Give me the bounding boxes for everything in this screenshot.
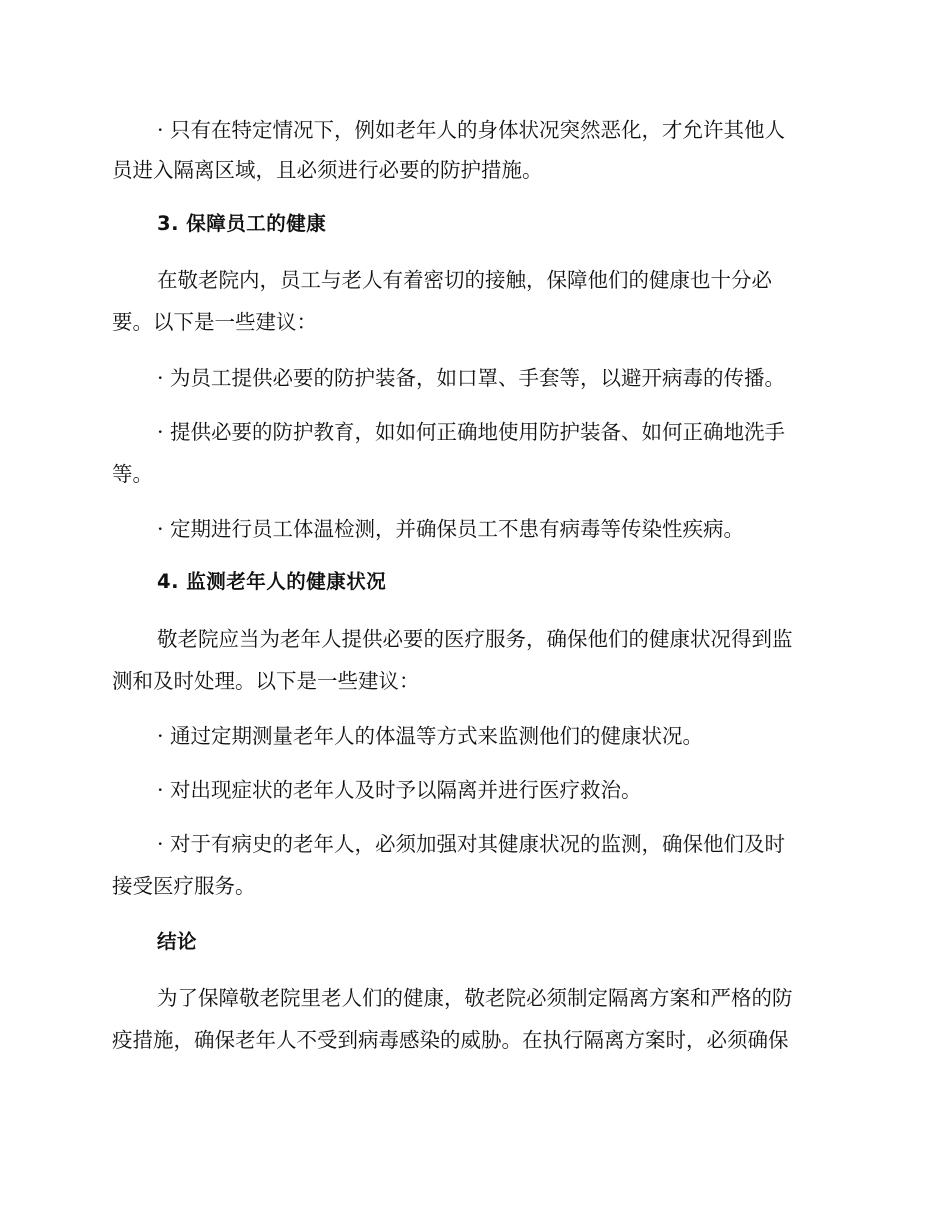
- bullet-line: · 通过定期测量老年人的体温等方式来监测他们的健康状况。: [157, 724, 704, 748]
- paragraph-line: 测和及时处理。以下是一些建议：: [112, 669, 420, 693]
- section-heading-3: 3. 保障员工的健康: [157, 212, 327, 235]
- paragraph-line: 要。以下是一些建议：: [112, 310, 317, 334]
- conclusion-heading: 结论: [157, 930, 198, 953]
- bullet-line: · 对出现症状的老年人及时予以隔离并进行医疗救治。: [157, 778, 642, 802]
- paragraph-line: 疫措施，确保老年人不受到病毒感染的威胁。在执行隔离方案时，必须确保: [112, 1028, 789, 1052]
- bullet-line: · 对于有病史的老年人，必须加强对其健康状况的监测，确保他们及时: [157, 832, 786, 856]
- bullet-line: · 提供必要的防护教育，如如何正确地使用防护装备、如何正确地洗手: [157, 420, 786, 444]
- bullet-line-continuation: 等。: [112, 462, 153, 486]
- section-heading-4: 4. 监测老年人的健康状况: [157, 570, 387, 593]
- bullet-line: · 只有在特定情况下，例如老年人的身体状况突然恶化，才允许其他人: [157, 118, 786, 142]
- paragraph-line: 为了保障敬老院里老人们的健康，敬老院必须制定隔离方案和严格的防: [157, 986, 793, 1010]
- bullet-line-continuation: 员进入隔离区域，且必须进行必要的防护措施。: [112, 158, 543, 182]
- paragraph-line: 在敬老院内，员工与老人有着密切的接触，保障他们的健康也十分必: [157, 268, 772, 292]
- bullet-line: · 定期进行员工体温检测，并确保员工不患有病毒等传染性疾病。: [157, 517, 745, 541]
- bullet-line: · 为员工提供必要的防护装备，如口罩、手套等，以避开病毒的传播。: [157, 366, 786, 390]
- paragraph-line: 敬老院应当为老年人提供必要的医疗服务，确保他们的健康状况得到监: [157, 627, 793, 651]
- bullet-line-continuation: 接受医疗服务。: [112, 874, 256, 898]
